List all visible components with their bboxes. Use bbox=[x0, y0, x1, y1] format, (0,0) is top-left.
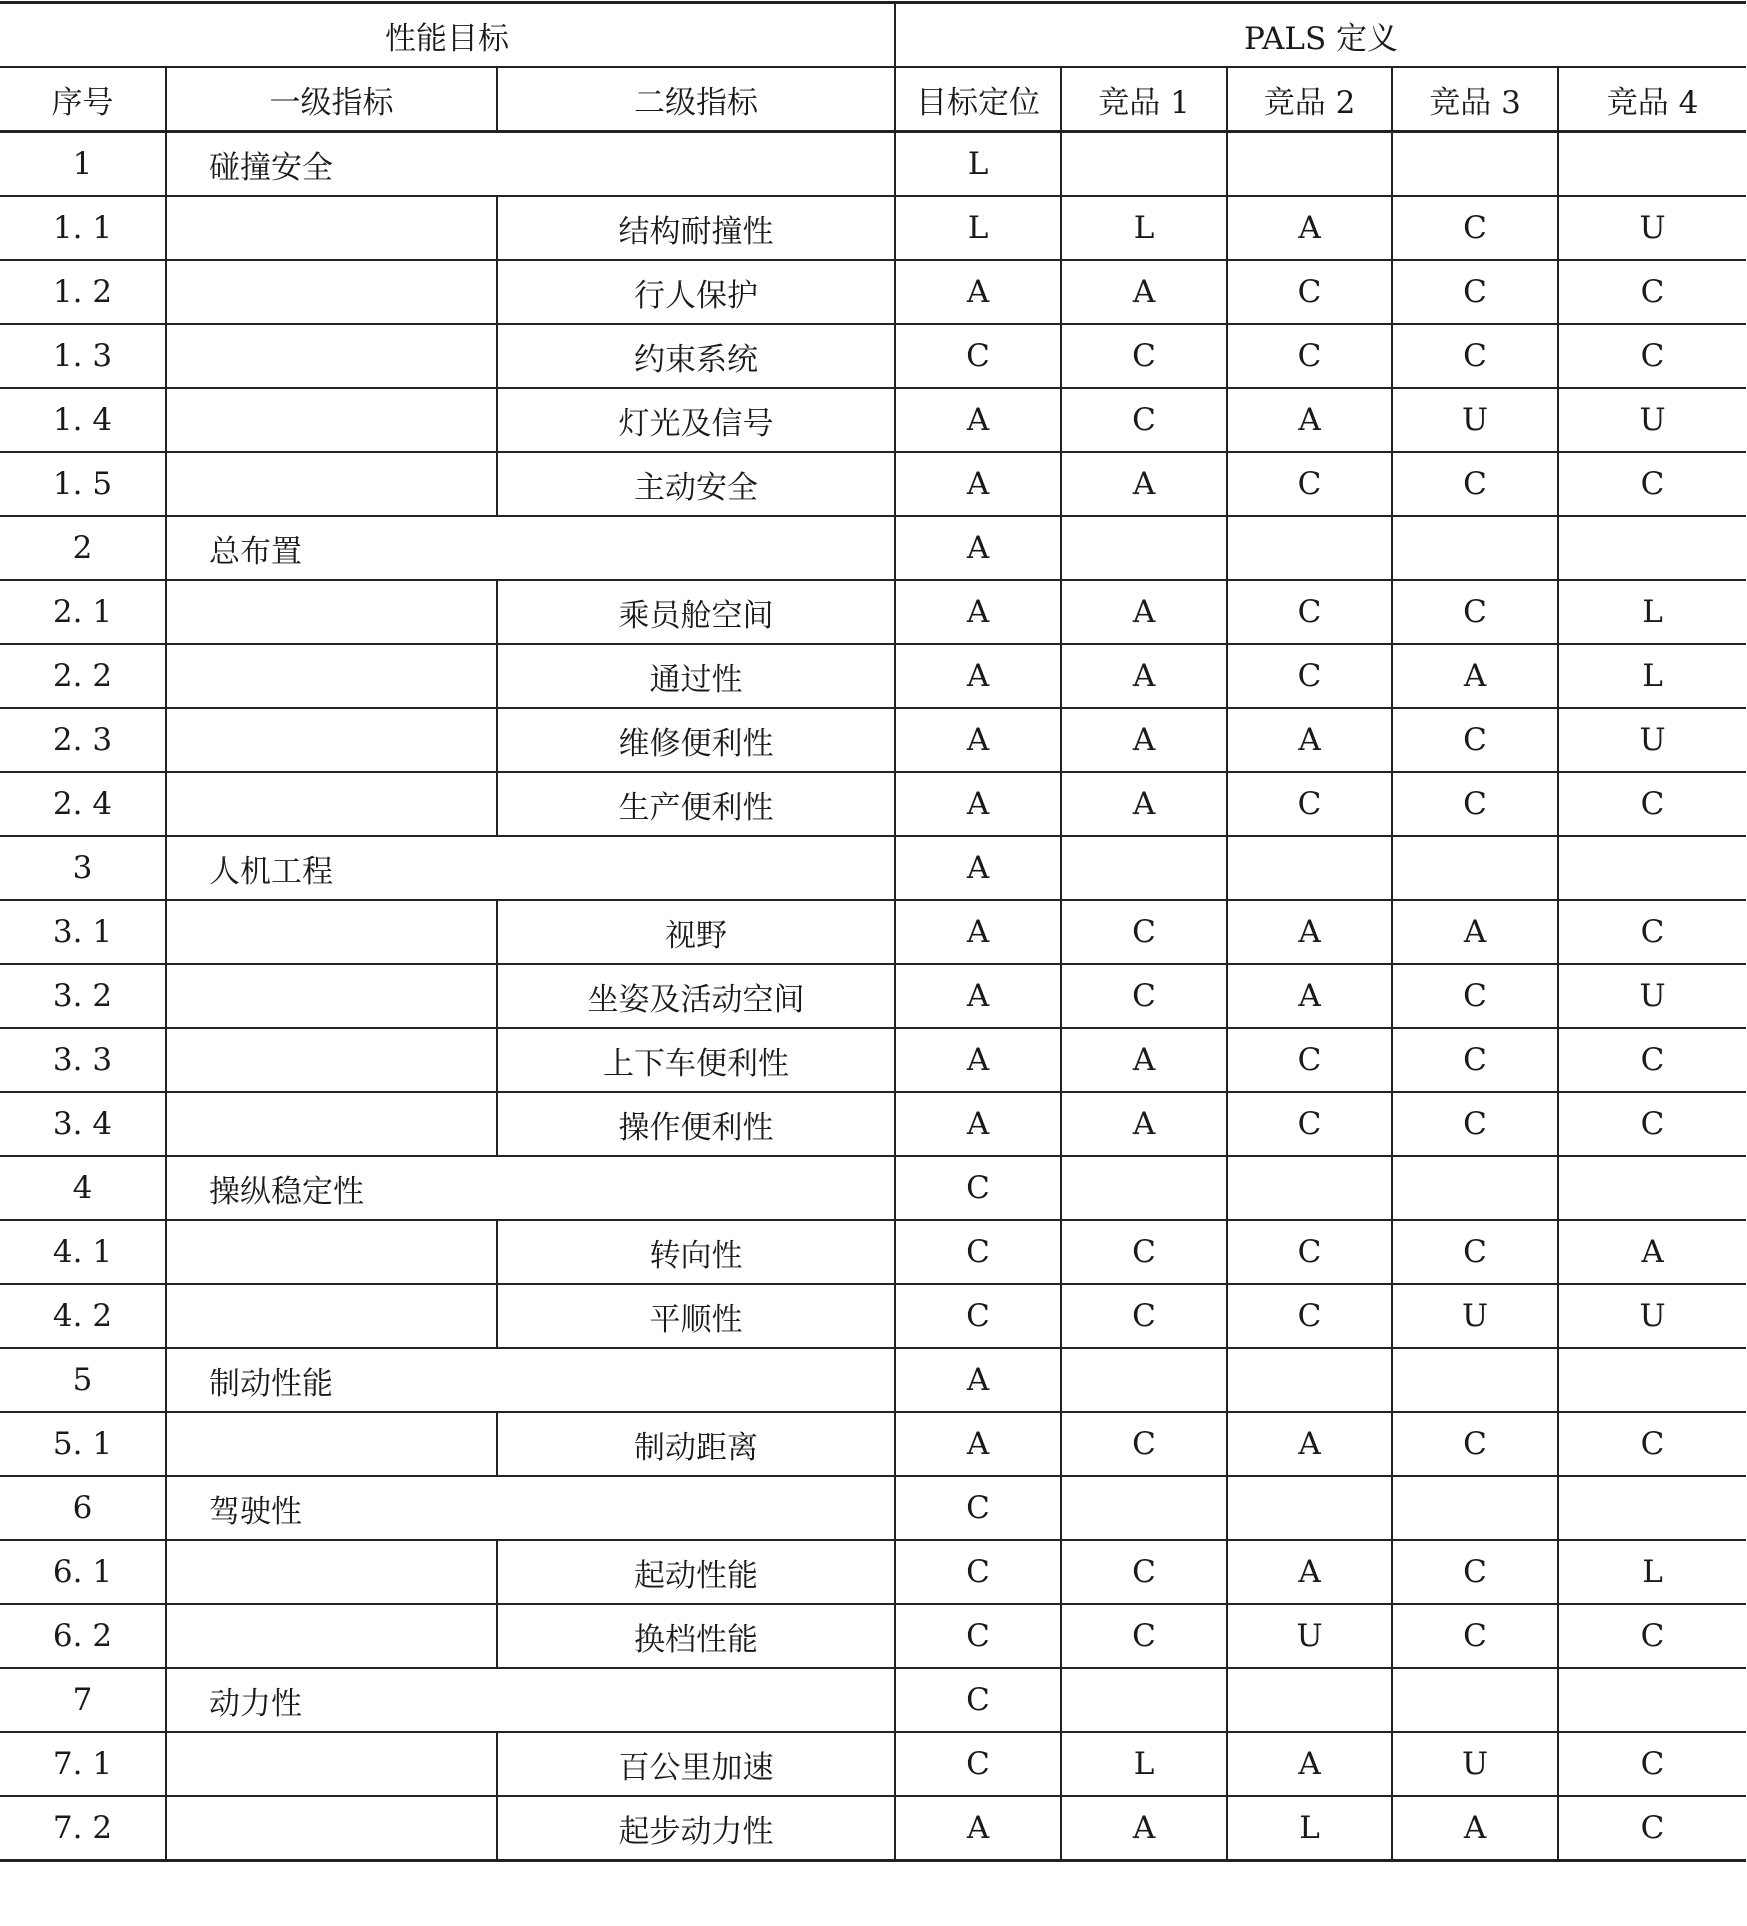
group-row bbox=[0, 1668, 1746, 1732]
item-row bbox=[0, 1284, 1746, 1348]
comp4-cell: C bbox=[1558, 1412, 1746, 1476]
target-cell: C bbox=[895, 1284, 1061, 1348]
seq-cell: 5. 1 bbox=[0, 1412, 166, 1476]
seq-cell: 2 bbox=[0, 516, 166, 580]
level2-name-cell: 乘员舱空间 bbox=[497, 580, 895, 644]
group-row bbox=[0, 1156, 1746, 1220]
comp4-cell: U bbox=[1558, 196, 1746, 260]
comp4-cell bbox=[1558, 836, 1746, 900]
comp2-cell: A bbox=[1227, 1732, 1392, 1796]
target-cell: A bbox=[895, 516, 1061, 580]
seq-cell: 2. 3 bbox=[0, 708, 166, 772]
comp2-cell: A bbox=[1227, 900, 1392, 964]
comp2-cell: A bbox=[1227, 1412, 1392, 1476]
comp1-cell: C bbox=[1061, 964, 1227, 1028]
comp4-cell: C bbox=[1558, 260, 1746, 324]
seq-cell: 6 bbox=[0, 1476, 166, 1540]
comp1-cell: A bbox=[1061, 1796, 1227, 1861]
level1-column-header: 一级指标 bbox=[166, 67, 497, 132]
seq-cell: 1 bbox=[0, 132, 166, 197]
comp3-cell bbox=[1392, 516, 1558, 580]
comp3-cell: C bbox=[1392, 260, 1558, 324]
group-row bbox=[0, 1348, 1746, 1412]
level1-empty-cell bbox=[166, 644, 497, 708]
level2-name-cell: 维修便利性 bbox=[497, 708, 895, 772]
target-cell: L bbox=[895, 132, 1061, 197]
comp1-cell bbox=[1061, 516, 1227, 580]
seq-cell: 1. 4 bbox=[0, 388, 166, 452]
comp1-cell: A bbox=[1061, 580, 1227, 644]
comp2-cell bbox=[1227, 836, 1392, 900]
target-cell: A bbox=[895, 964, 1061, 1028]
target-cell: C bbox=[895, 1220, 1061, 1284]
comp1-cell: C bbox=[1061, 1604, 1227, 1668]
comp2-cell bbox=[1227, 1476, 1392, 1540]
level2-name-cell: 结构耐撞性 bbox=[497, 196, 895, 260]
item-row bbox=[0, 260, 1746, 324]
target-cell: C bbox=[895, 324, 1061, 388]
seq-cell: 3. 3 bbox=[0, 1028, 166, 1092]
level2-name-cell: 起步动力性 bbox=[497, 1796, 895, 1861]
seq-cell: 4 bbox=[0, 1156, 166, 1220]
comp4-cell: C bbox=[1558, 324, 1746, 388]
level2-name-cell: 坐姿及活动空间 bbox=[497, 964, 895, 1028]
comp4-cell: C bbox=[1558, 1732, 1746, 1796]
comp4-cell: C bbox=[1558, 1028, 1746, 1092]
seq-cell: 7. 1 bbox=[0, 1732, 166, 1796]
level1-empty-cell bbox=[166, 452, 497, 516]
pals-definition-header: PALS 定义 bbox=[895, 3, 1746, 68]
seq-cell: 6. 2 bbox=[0, 1604, 166, 1668]
comp3-column-header: 竞品 3 bbox=[1392, 67, 1558, 132]
level2-name-cell: 主动安全 bbox=[497, 452, 895, 516]
group-row bbox=[0, 1476, 1746, 1540]
comp3-cell bbox=[1392, 1156, 1558, 1220]
level1-empty-cell bbox=[166, 1412, 497, 1476]
pals-table bbox=[0, 1, 1746, 1862]
comp4-cell: L bbox=[1558, 644, 1746, 708]
item-row bbox=[0, 1220, 1746, 1284]
comp3-cell: C bbox=[1392, 1028, 1558, 1092]
level1-name-cell: 驾驶性 bbox=[166, 1476, 895, 1540]
level2-name-cell: 操作便利性 bbox=[497, 1092, 895, 1156]
comp1-cell bbox=[1061, 1668, 1227, 1732]
comp1-cell bbox=[1061, 1348, 1227, 1412]
comp3-cell: U bbox=[1392, 1284, 1558, 1348]
item-row bbox=[0, 644, 1746, 708]
comp2-cell: C bbox=[1227, 260, 1392, 324]
seq-cell: 6. 1 bbox=[0, 1540, 166, 1604]
performance-goal-header: 性能目标 bbox=[0, 3, 895, 68]
comp3-cell: C bbox=[1392, 196, 1558, 260]
comp3-cell: A bbox=[1392, 644, 1558, 708]
seq-cell: 1. 5 bbox=[0, 452, 166, 516]
comp4-cell: C bbox=[1558, 452, 1746, 516]
comp1-cell: A bbox=[1061, 452, 1227, 516]
comp1-cell: L bbox=[1061, 196, 1227, 260]
comp3-cell: A bbox=[1392, 1796, 1558, 1861]
seq-cell: 3. 1 bbox=[0, 900, 166, 964]
seq-cell: 1. 3 bbox=[0, 324, 166, 388]
level2-name-cell: 约束系统 bbox=[497, 324, 895, 388]
comp3-cell: C bbox=[1392, 580, 1558, 644]
item-row bbox=[0, 1412, 1746, 1476]
comp2-cell bbox=[1227, 1156, 1392, 1220]
comp2-cell bbox=[1227, 1348, 1392, 1412]
comp2-cell: U bbox=[1227, 1604, 1392, 1668]
comp4-cell bbox=[1558, 1156, 1746, 1220]
target-cell: L bbox=[895, 196, 1061, 260]
comp1-cell: A bbox=[1061, 1092, 1227, 1156]
item-row bbox=[0, 772, 1746, 836]
seq-cell: 3. 2 bbox=[0, 964, 166, 1028]
seq-cell: 3 bbox=[0, 836, 166, 900]
item-row bbox=[0, 324, 1746, 388]
comp1-cell: A bbox=[1061, 260, 1227, 324]
level2-name-cell: 通过性 bbox=[497, 644, 895, 708]
level1-empty-cell bbox=[166, 900, 497, 964]
comp3-cell bbox=[1392, 1348, 1558, 1412]
comp2-cell: A bbox=[1227, 708, 1392, 772]
comp1-cell: C bbox=[1061, 388, 1227, 452]
group-row bbox=[0, 516, 1746, 580]
comp2-cell: C bbox=[1227, 452, 1392, 516]
comp4-cell: C bbox=[1558, 900, 1746, 964]
comp3-cell bbox=[1392, 836, 1558, 900]
target-cell: A bbox=[895, 1796, 1061, 1861]
item-row bbox=[0, 580, 1746, 644]
item-row bbox=[0, 388, 1746, 452]
comp4-cell: U bbox=[1558, 708, 1746, 772]
comp3-cell: C bbox=[1392, 1604, 1558, 1668]
comp4-cell bbox=[1558, 132, 1746, 197]
level2-name-cell: 百公里加速 bbox=[497, 1732, 895, 1796]
comp1-cell: L bbox=[1061, 1732, 1227, 1796]
comp4-cell bbox=[1558, 1668, 1746, 1732]
level2-name-cell: 转向性 bbox=[497, 1220, 895, 1284]
seq-cell: 7 bbox=[0, 1668, 166, 1732]
comp4-cell bbox=[1558, 1348, 1746, 1412]
seq-cell: 1. 1 bbox=[0, 196, 166, 260]
target-cell: A bbox=[895, 388, 1061, 452]
level1-empty-cell bbox=[166, 580, 497, 644]
comp2-cell: C bbox=[1227, 772, 1392, 836]
target-cell: C bbox=[895, 1668, 1061, 1732]
comp1-cell: C bbox=[1061, 1220, 1227, 1284]
item-row bbox=[0, 452, 1746, 516]
level2-name-cell: 换档性能 bbox=[497, 1604, 895, 1668]
comp2-cell: A bbox=[1227, 388, 1392, 452]
comp2-cell bbox=[1227, 1668, 1392, 1732]
level2-name-cell: 视野 bbox=[497, 900, 895, 964]
target-cell: A bbox=[895, 772, 1061, 836]
group-row bbox=[0, 836, 1746, 900]
target-cell: A bbox=[895, 1092, 1061, 1156]
comp1-cell: C bbox=[1061, 1284, 1227, 1348]
comp4-cell: L bbox=[1558, 580, 1746, 644]
seq-cell: 2. 1 bbox=[0, 580, 166, 644]
comp1-cell: A bbox=[1061, 708, 1227, 772]
level2-name-cell: 灯光及信号 bbox=[497, 388, 895, 452]
seq-cell: 1. 2 bbox=[0, 260, 166, 324]
comp2-cell bbox=[1227, 516, 1392, 580]
level1-empty-cell bbox=[166, 260, 497, 324]
seq-column-header: 序号 bbox=[0, 67, 166, 132]
level1-name-cell: 动力性 bbox=[166, 1668, 895, 1732]
item-row bbox=[0, 900, 1746, 964]
comp3-cell: C bbox=[1392, 1220, 1558, 1284]
comp3-cell: A bbox=[1392, 900, 1558, 964]
level1-name-cell: 碰撞安全 bbox=[166, 132, 895, 197]
comp1-cell bbox=[1061, 1156, 1227, 1220]
item-row bbox=[0, 1604, 1746, 1668]
level1-name-cell: 操纵稳定性 bbox=[166, 1156, 895, 1220]
comp1-cell: A bbox=[1061, 1028, 1227, 1092]
comp3-cell bbox=[1392, 132, 1558, 197]
seq-cell: 3. 4 bbox=[0, 1092, 166, 1156]
comp2-cell: A bbox=[1227, 964, 1392, 1028]
comp2-cell: C bbox=[1227, 1028, 1392, 1092]
comp3-cell bbox=[1392, 1476, 1558, 1540]
seq-cell: 5 bbox=[0, 1348, 166, 1412]
level1-empty-cell bbox=[166, 1092, 497, 1156]
level2-name-cell: 生产便利性 bbox=[497, 772, 895, 836]
level1-empty-cell bbox=[166, 1540, 497, 1604]
target-cell: A bbox=[895, 260, 1061, 324]
seq-cell: 4. 1 bbox=[0, 1220, 166, 1284]
comp4-cell: C bbox=[1558, 1796, 1746, 1861]
target-cell: A bbox=[895, 1348, 1061, 1412]
comp4-cell: C bbox=[1558, 1092, 1746, 1156]
comp4-cell: U bbox=[1558, 388, 1746, 452]
level2-name-cell: 起动性能 bbox=[497, 1540, 895, 1604]
comp1-cell: C bbox=[1061, 324, 1227, 388]
level1-empty-cell bbox=[166, 196, 497, 260]
target-cell: A bbox=[895, 708, 1061, 772]
comp2-cell: L bbox=[1227, 1796, 1392, 1861]
target-cell: C bbox=[895, 1604, 1061, 1668]
level1-empty-cell bbox=[166, 1220, 497, 1284]
comp3-cell: U bbox=[1392, 388, 1558, 452]
level2-column-header: 二级指标 bbox=[497, 67, 895, 132]
item-row bbox=[0, 964, 1746, 1028]
level2-name-cell: 平顺性 bbox=[497, 1284, 895, 1348]
target-column-header: 目标定位 bbox=[895, 67, 1061, 132]
level1-empty-cell bbox=[166, 964, 497, 1028]
item-row bbox=[0, 708, 1746, 772]
comp1-cell bbox=[1061, 1476, 1227, 1540]
target-cell: A bbox=[895, 900, 1061, 964]
comp4-cell: C bbox=[1558, 772, 1746, 836]
comp1-cell: C bbox=[1061, 1412, 1227, 1476]
comp4-column-header: 竞品 4 bbox=[1558, 67, 1746, 132]
seq-cell: 4. 2 bbox=[0, 1284, 166, 1348]
comp4-cell bbox=[1558, 1476, 1746, 1540]
comp1-cell: C bbox=[1061, 1540, 1227, 1604]
level1-empty-cell bbox=[166, 708, 497, 772]
item-row bbox=[0, 1540, 1746, 1604]
target-cell: A bbox=[895, 836, 1061, 900]
comp4-cell bbox=[1558, 516, 1746, 580]
level2-name-cell: 行人保护 bbox=[497, 260, 895, 324]
comp3-cell: C bbox=[1392, 708, 1558, 772]
table-body bbox=[0, 132, 1746, 1861]
comp3-cell: U bbox=[1392, 1732, 1558, 1796]
target-cell: C bbox=[895, 1540, 1061, 1604]
level1-name-cell: 总布置 bbox=[166, 516, 895, 580]
header-column-row bbox=[0, 67, 1746, 132]
level1-empty-cell bbox=[166, 1796, 497, 1861]
item-row bbox=[0, 196, 1746, 260]
target-cell: A bbox=[895, 1028, 1061, 1092]
level1-empty-cell bbox=[166, 1604, 497, 1668]
item-row bbox=[0, 1092, 1746, 1156]
comp4-cell: U bbox=[1558, 1284, 1746, 1348]
comp3-cell: C bbox=[1392, 772, 1558, 836]
comp1-cell: A bbox=[1061, 772, 1227, 836]
item-row bbox=[0, 1796, 1746, 1861]
level2-name-cell: 制动距离 bbox=[497, 1412, 895, 1476]
item-row bbox=[0, 1732, 1746, 1796]
comp3-cell: C bbox=[1392, 452, 1558, 516]
level1-empty-cell bbox=[166, 388, 497, 452]
comp1-cell: A bbox=[1061, 644, 1227, 708]
comp1-column-header: 竞品 1 bbox=[1061, 67, 1227, 132]
comp1-cell: C bbox=[1061, 900, 1227, 964]
level1-name-cell: 制动性能 bbox=[166, 1348, 895, 1412]
target-cell: A bbox=[895, 644, 1061, 708]
header-group-row bbox=[0, 3, 1746, 68]
comp3-cell: C bbox=[1392, 964, 1558, 1028]
comp2-cell: C bbox=[1227, 1092, 1392, 1156]
item-row bbox=[0, 1028, 1746, 1092]
level2-name-cell: 上下车便利性 bbox=[497, 1028, 895, 1092]
comp1-cell bbox=[1061, 836, 1227, 900]
comp3-cell: C bbox=[1392, 1092, 1558, 1156]
comp2-cell: C bbox=[1227, 324, 1392, 388]
comp4-cell: C bbox=[1558, 1604, 1746, 1668]
comp4-cell: A bbox=[1558, 1220, 1746, 1284]
comp2-cell: C bbox=[1227, 1284, 1392, 1348]
target-cell: A bbox=[895, 580, 1061, 644]
comp2-cell bbox=[1227, 132, 1392, 197]
comp2-cell: C bbox=[1227, 644, 1392, 708]
comp3-cell: C bbox=[1392, 1540, 1558, 1604]
level1-empty-cell bbox=[166, 1732, 497, 1796]
target-cell: C bbox=[895, 1732, 1061, 1796]
level1-empty-cell bbox=[166, 1028, 497, 1092]
seq-cell: 2. 2 bbox=[0, 644, 166, 708]
comp2-column-header: 竞品 2 bbox=[1227, 67, 1392, 132]
level1-name-cell: 人机工程 bbox=[166, 836, 895, 900]
target-cell: A bbox=[895, 452, 1061, 516]
comp3-cell: C bbox=[1392, 1412, 1558, 1476]
comp2-cell: C bbox=[1227, 1220, 1392, 1284]
seq-cell: 2. 4 bbox=[0, 772, 166, 836]
seq-cell: 7. 2 bbox=[0, 1796, 166, 1861]
comp4-cell: L bbox=[1558, 1540, 1746, 1604]
target-cell: C bbox=[895, 1156, 1061, 1220]
comp4-cell: U bbox=[1558, 964, 1746, 1028]
level1-empty-cell bbox=[166, 772, 497, 836]
level1-empty-cell bbox=[166, 1284, 497, 1348]
comp2-cell: A bbox=[1227, 196, 1392, 260]
target-cell: A bbox=[895, 1412, 1061, 1476]
comp2-cell: C bbox=[1227, 580, 1392, 644]
group-row bbox=[0, 132, 1746, 197]
comp2-cell: A bbox=[1227, 1540, 1392, 1604]
comp3-cell: C bbox=[1392, 324, 1558, 388]
comp3-cell bbox=[1392, 1668, 1558, 1732]
level1-empty-cell bbox=[166, 324, 497, 388]
target-cell: C bbox=[895, 1476, 1061, 1540]
comp1-cell bbox=[1061, 132, 1227, 197]
